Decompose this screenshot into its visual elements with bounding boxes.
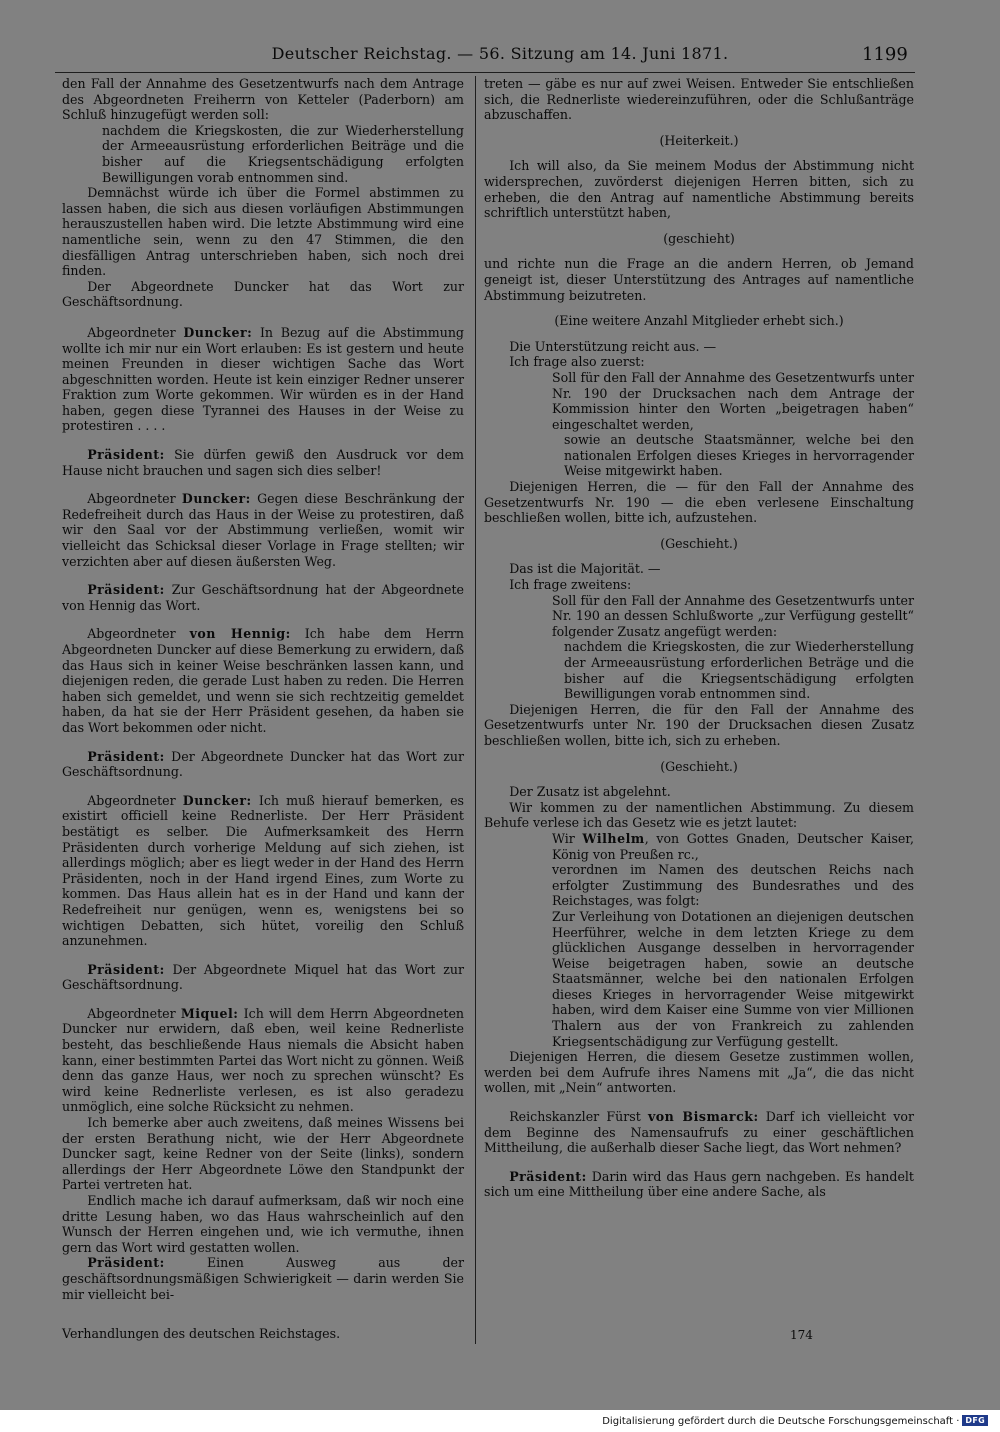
speech-text: Der Abgeordnete Duncker hat das Wort zur Geschäftsordnung. <box>62 748 464 780</box>
stage-direction: (Heiterkeit.) <box>659 132 739 148</box>
law-enactment: verordnen im Namen des deutschen Reichs nach erfolgter Zustimmung des Bundesrathes und des Reichstages, was folgt: <box>552 862 914 909</box>
speaker-title: Abgeordneter <box>87 792 183 808</box>
speaker-name: Präsident: <box>509 1168 587 1184</box>
paragraph: Endlich mache ich darauf aufmerksam, daß wir noch eine dritte Lesung haben, wo das Haus wahrscheinlich auf den Wunsch der Herren eingehen und, wie ich vermuthe, ihnen gern das Wort wird gestatten wollen. <box>62 1193 464 1255</box>
dfg-logo: DFG <box>962 1415 988 1426</box>
law-preamble <box>484 831 914 862</box>
quoted-amendment: nachdem die Kriegskosten, die zur Wiederherstellung der Armeeausrüstung erforderlichen Beiträge und die bisher auf die Kriegsentschädigung erfolgten Bewilligungen vorab entnommen sind. <box>102 122 464 185</box>
running-header-title: Deutscher Reichstag. — 56. Sitzung am 14. Juni 1871. <box>271 44 729 63</box>
right-column <box>484 76 914 1200</box>
page-number: 1199 <box>862 44 908 65</box>
speech-president-3 <box>62 749 464 780</box>
paragraph: Wir kommen zu der namentlichen Abstimmung. Zu diesem Behufe verlese ich das Gesetz wie es jetzt lautet: <box>484 799 914 831</box>
paragraph: Ich will also, da Sie meinem Modus der Abstimmung nicht widersprechen, zuvörderst diejenigen Herren bitten, sich zu erheben, die den Antrag auf namentliche Abstimmung bereits schriftlich unterstützt haben, <box>484 158 914 221</box>
speaker-name: Präsident: <box>87 748 165 764</box>
speech-miquel <box>62 1006 464 1115</box>
emperor-name: Wilhelm <box>582 830 645 846</box>
speaker-name: Duncker: <box>182 792 252 808</box>
speech-text: Gegen diese Beschränkung der Redefreiheit durch das Haus in der Weise zu protestiren, daß wir den Saal vor der Abstimmung verließen, womit wir vielleicht das Schicksal dieser Vorlage in Frage stellten; wir verzichten aber auf diesen äußersten Weg. <box>62 491 464 569</box>
speech-duncker-2 <box>62 491 464 569</box>
quoted-question: Soll für den Fall der Annahme des Gesetzentwurfs unter Nr. 190 an dessen Schlußworte „zur Verfügung gestellt“ folgender Zusatz angefügt werden: <box>552 592 914 639</box>
preamble-text: , von Gottes Gnaden, Deutscher Kaiser, König von Preußen rc., <box>552 830 915 862</box>
speaker-title: Abgeordneter <box>87 1005 181 1021</box>
paragraph: Ich frage also zuerst: <box>509 354 645 370</box>
speaker-name: Präsident: <box>87 582 165 598</box>
stage-direction: (geschieht) <box>663 230 735 246</box>
footer-publication: Verhandlungen des deutschen Reichstages. <box>62 1326 341 1341</box>
paragraph: Der Abgeordnete Duncker hat das Wort zur Geschäftsordnung. <box>62 278 464 310</box>
speech-text: Zur Geschäftsordnung hat der Abgeordnete von Hennig das Wort. <box>62 582 464 613</box>
law-text: Zur Verleihung von Dotationen an diejenigen deutschen Heerführer, welche in dem letzten Kriege zu dem glücklichen Ausgange desselben in hervorragender Weise beigetragen haben, sowie an deutsche Staatsmänner, welche bei den nationalen Erfolgen dieses Krieges in hervorragender Weise mitgewirkt haben, wird dem Kaiser eine Summe von vier Millionen Thalern aus der von Frankreich zu zahlenden Kriegsentschädigung zur Verfügung gestellt. <box>552 908 914 1049</box>
speech-text: Sie dürfen gewiß den Ausdruck vor dem Hause nicht brauchen und sagen sich dies selber! <box>62 447 464 478</box>
speech-text: Der Abgeordnete Miquel hat das Wort zur Geschäftsordnung. <box>62 961 464 993</box>
speaker-name: von Bismarck: <box>647 1109 759 1125</box>
paragraph: den Fall der Annahme des Gesetzentwurfs nach dem Antrage des Abgeordneten Freiherrn von Ketteler (Paderborn) am Schluß hinzugefügt werden soll: <box>62 76 464 123</box>
paragraph: Der Zusatz ist abgelehnt. <box>509 784 671 800</box>
speaker-name: Duncker: <box>183 324 253 340</box>
paragraph: treten — gäbe es nur auf zwei Weisen. Entweder Sie entschließen sich, die Rednerliste wiedereinzuführen, oder die Schlußanträge abzuschaffen. <box>484 76 914 123</box>
speech-president-1 <box>62 447 464 478</box>
speech-text: Ich muß hierauf bemerken, es existirt officiell keine Rednerliste. Der Herr Präsident bestätigt es selber. Die Aufmerksamkeit des Herrn Präsidenten durch vorherige Meldung auf sich ziehen, ist allerdings möglich; aber es liegt weder in der Hand des Herrn Präsidenten, noch in der Hand irgend Eines, zum Worte zu kommen. Das Haus allein hat es in der Hand und kann der Redefreiheit nur genügen, wenn es, wenigstens bei so wichtigen Debatten, sich hütet, voreilig den Schluß anzunehmen. <box>62 792 465 949</box>
column-divider <box>475 76 476 1344</box>
paragraph: Ich bemerke aber auch zweitens, daß meines Wissens bei der ersten Berathung nicht, wie der Herr Abgeordnete Duncker sagt, keine Redner von der Seite (links), sondern allerdings der Herr Abgeordnete Löwe den Standpunkt der Partei vertreten hat. <box>62 1115 464 1193</box>
speaker-name: Duncker: <box>181 491 251 507</box>
speaker-title: Abgeordneter <box>87 491 182 507</box>
quoted-amendment: nachdem die Kriegskosten, die zur Wiederherstellung der Armeeausrüstung erforderlichen Beträge und die bisher auf die Kriegsentschädigung erfolgten Bewilligungen vorab entnommen sind. <box>564 639 914 702</box>
paragraph: Ich frage zweitens: <box>509 577 632 593</box>
speech-president-5 <box>62 1255 464 1302</box>
stage-direction: (Geschieht.) <box>660 535 738 551</box>
paragraph: Die Unterstützung reicht aus. — <box>509 338 717 354</box>
paragraph: und richte nun die Frage an die andern Herren, ob Jemand geneigt ist, dieser Unterstützung des Antrages auf namentliche Abstimmung beizutreten. <box>484 256 914 303</box>
speech-text: Ich will dem Herrn Abgeordneten Duncker nur erwidern, daß eben, weil keine Rednerliste besteht, das beschließende Haus niemals die Absicht haben kann, einer bestimmten Partei das Wort nicht zu gönnen. Weiß denn das ganze Haus, wer noch zu sprechen wünscht? Es wird keine Rednerliste verlesen, es ist also geradezu unmöglich, eine solche Rücksicht zu nehmen. <box>62 1005 465 1115</box>
paragraph: Demnächst würde ich über die Formel abstimmen zu lassen haben, die sich aus diesen vorläufigen Abstimmungen herauszustellen haben wird. Die letzte Abstimmung wird eine namentliche sein, wenn zu den 47 Stimmen, die den diesfälligen Antrag unterschrieben haben, sich noch drei finden. <box>62 185 464 279</box>
left-column <box>62 76 464 1302</box>
stage-direction: (Geschieht.) <box>660 758 738 774</box>
header-rule <box>55 72 915 73</box>
speaker-name: von Hennig: <box>189 626 291 642</box>
speech-text: In Bezug auf die Abstimmung wollte ich mir nur ein Wort erlauben: Es ist gestern und heute meinen Freunden in dieser wichtigen Sache das Wort abgeschnitten worden. Heute ist kein einziger Redner unserer Fraktion zum Worte gekommen. Wir würden es in der Hand haben, gegen diese Tyrannei des Hauses in der Weise zu protestiren . . . . <box>62 324 464 434</box>
paragraph: Diejenigen Herren, die für den Fall der Annahme des Gesetzentwurfs unter Nr. 190 der Drucksachen diesen Zusatz beschließen wollen, bitte ich, sich zu erheben. <box>484 701 914 748</box>
quoted-question: Soll für den Fall der Annahme des Gesetzentwurfs unter Nr. 190 der Drucksachen nach dem Antrage der Kommission hinter den Worten „beigetragen haben“ eingeschaltet werden, <box>552 369 914 432</box>
speech-text: Ich habe dem Herrn Abgeordneten Duncker auf diese Bemerkung zu erwidern, daß das Haus sich in keiner Weise beschränken lassen kann, und diejenigen reden, die gerade Lust haben zu reden. Die Herren haben sich gemeldet, und wenn sie sich rechtzeitig gemeldet haben, da hat sie der Herr Präsident gesehen, da haben sie das Wort bekommen oder nicht. <box>62 626 464 735</box>
speech-text: Darf ich vielleicht vor dem Beginne des Namensaufrufs zu einer geschäftlichen Mittheilung, die außerhalb dieser Sache liegt, das Wort nehmen? <box>484 1109 914 1156</box>
credit-text: Digitalisierung gefördert durch die Deutsche Forschungsgemeinschaft · <box>602 1416 960 1427</box>
speaker-name: Präsident: <box>87 961 165 977</box>
speech-text: Einen Ausweg aus der geschäftsordnungsmäßigen Schwierigkeit — darin werden Sie mir vielleicht bei- <box>62 1255 464 1302</box>
paragraph: Diejenigen Herren, die — für den Fall der Annahme des Gesetzentwurfs Nr. 190 — die eben verlesene Einschaltung beschließen wollen, bitte ich, aufzustehen. <box>484 479 914 526</box>
footer-signature-number: 174 <box>790 1328 813 1342</box>
speaker-name: Präsident: <box>87 447 165 463</box>
speaker-title: Abgeordneter <box>87 626 190 642</box>
speech-hennig <box>62 626 464 735</box>
speaker-title: Abgeordneter <box>87 324 184 340</box>
speaker-title: Reichskanzler Fürst <box>509 1109 648 1125</box>
preamble-lead: Wir <box>552 830 583 846</box>
speech-president-4 <box>62 962 464 993</box>
paragraph: Diejenigen Herren, die diesem Gesetze zustimmen wollen, werden bei dem Aufrufe ihres Namens mit „Ja“, die das nicht wollen, mit „Nein“ antworten. <box>484 1049 914 1096</box>
speech-president-6 <box>484 1169 914 1200</box>
speech-bismarck <box>484 1109 914 1156</box>
speaker-name: Präsident: <box>87 1255 165 1271</box>
speaker-name: Miquel: <box>180 1005 239 1021</box>
speech-duncker-3 <box>62 793 464 949</box>
speech-president-2 <box>62 582 464 613</box>
speech-text: Darin wird das Haus gern nachgeben. Es handelt sich um eine Mittheilung über eine andere Sache, als <box>484 1168 914 1200</box>
digitization-credit <box>602 1415 988 1427</box>
paragraph: Das ist die Majorität. — <box>509 561 661 577</box>
quoted-insertion: sowie an deutsche Staatsmänner, welche bei den nationalen Erfolgen dieses Krieges in hervorragender Weise mitgewirkt haben. <box>564 432 914 479</box>
speech-duncker-1 <box>62 325 464 434</box>
stage-direction: (Eine weitere Anzahl Mitglieder erhebt sich.) <box>554 313 844 329</box>
